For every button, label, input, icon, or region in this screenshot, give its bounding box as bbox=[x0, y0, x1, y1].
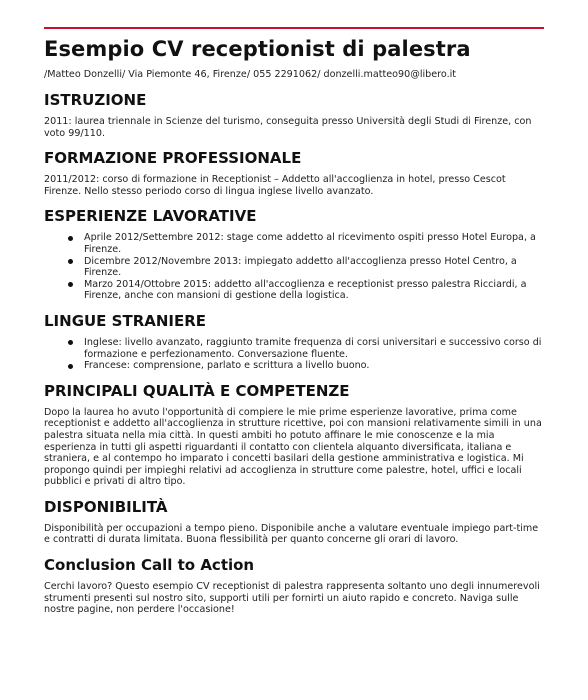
list-item-text: Marzo 2014/Ottobre 2015: addetto all'accoglienza e receptionist presso palestra Ricciardi, a Firenze, anche con mansioni di gestione della logistica. bbox=[84, 278, 527, 302]
list-item-text: Inglese: livello avanzato, raggiunto tramite frequenza di corsi universitari e successivo corso di formazione e perfezionamento. Conversazione fluente. bbox=[84, 336, 542, 360]
cv-content bbox=[44, 36, 544, 616]
list-item bbox=[84, 337, 544, 360]
list-item bbox=[84, 232, 544, 255]
disponibilita-text: Disponibilità per occupazioni a tempo pieno. Disponibile anche a valutare eventuale impiego part-time e contratti di durata limitata. Buona flessibilità per quanto concerne gli orari di lavoro. bbox=[44, 522, 539, 546]
formazione-text: 2011/2012: corso di formazione in Receptionist – Addetto all'accoglienza in hotel, presso Cescot Firenze. Nello stesso periodo corso di lingua inglese livello avanzato. bbox=[44, 174, 506, 197]
list-item bbox=[84, 279, 544, 302]
qualita-text: Dopo la laurea ho avuto l'opportunità di compiere le mie prime esperienze lavorative, prima come receptionist e addetto all'accoglienza in strutture ricettive, poi con mansioni relativamente simili in una palestra situata nella mia città. In questi ambiti ho potuto affinare le mie conoscenze e la mia esperienza in tutti gli aspetti riguardanti il contatto con clientela alquanto diversificata, italiana e straniera, e al contempo ho imparato i concetti basilari della gestione amministrativa e logistica. Mi propongo quindi per impieghi relativi ad accoglienza in strutture come palestre, hotel, uffici e locali pubblici e privati di altro tipo. bbox=[44, 406, 542, 488]
list-item-text: Francese: comprensione, parlato e scrittura a livello buono. bbox=[84, 360, 370, 372]
bullet-icon bbox=[68, 364, 73, 369]
bullet-icon bbox=[68, 236, 73, 241]
section-title-formazione: FORMAZIONE PROFESSIONALE bbox=[44, 149, 302, 168]
list-item bbox=[84, 360, 544, 372]
bullet-icon bbox=[68, 340, 73, 345]
section-title-disponibilita: DISPONIBILITÀ bbox=[44, 497, 168, 516]
section-title-qualita: PRINCIPALI QUALITÀ E COMPETENZE bbox=[44, 381, 350, 400]
cv-title: Esempio CV receptionist di palestra bbox=[44, 37, 471, 61]
bullet-icon bbox=[68, 282, 73, 287]
section-title-istruzione: ISTRUZIONE bbox=[44, 91, 147, 109]
section-title-conclusion: Conclusion Call to Action bbox=[44, 556, 255, 575]
top-accent-rule bbox=[44, 27, 544, 29]
section-title-lingue: LINGUE STRANIERE bbox=[44, 311, 207, 330]
istruzione-text: 2011: laurea triennale in Scienze del turismo, conseguita presso Università degli Studi di Firenze, con voto 99/110. bbox=[44, 116, 532, 139]
list-item bbox=[84, 256, 544, 279]
list-item-text: Dicembre 2012/Novembre 2013: impiegato addetto all'accoglienza presso Hotel Centro, a Firenze. bbox=[84, 255, 517, 279]
contact-line: /Matteo Donzelli/ Via Piemonte 46, Firenze/ 055 2291062/ donzelli.matteo90@libero.it bbox=[44, 69, 457, 80]
lingue-list bbox=[44, 337, 544, 372]
section-title-esperienze: ESPERIENZE LAVORATIVE bbox=[44, 207, 257, 226]
esperienze-list bbox=[44, 232, 544, 302]
bullet-icon bbox=[68, 259, 73, 264]
list-item-text: Aprile 2012/Settembre 2012: stage come addetto al ricevimento ospiti presso Hotel Europa, a Firenze. bbox=[84, 232, 536, 255]
conclusion-text: Cerchi lavoro? Questo esempio CV receptionist di palestra rappresenta soltanto uno degli innumerevoli strumenti presenti sul nostro sito, supporti utili per fornirti un aiuto rapido e concreto. Naviga sulle nostre pagine, non perdere l'occasione! bbox=[44, 581, 540, 616]
